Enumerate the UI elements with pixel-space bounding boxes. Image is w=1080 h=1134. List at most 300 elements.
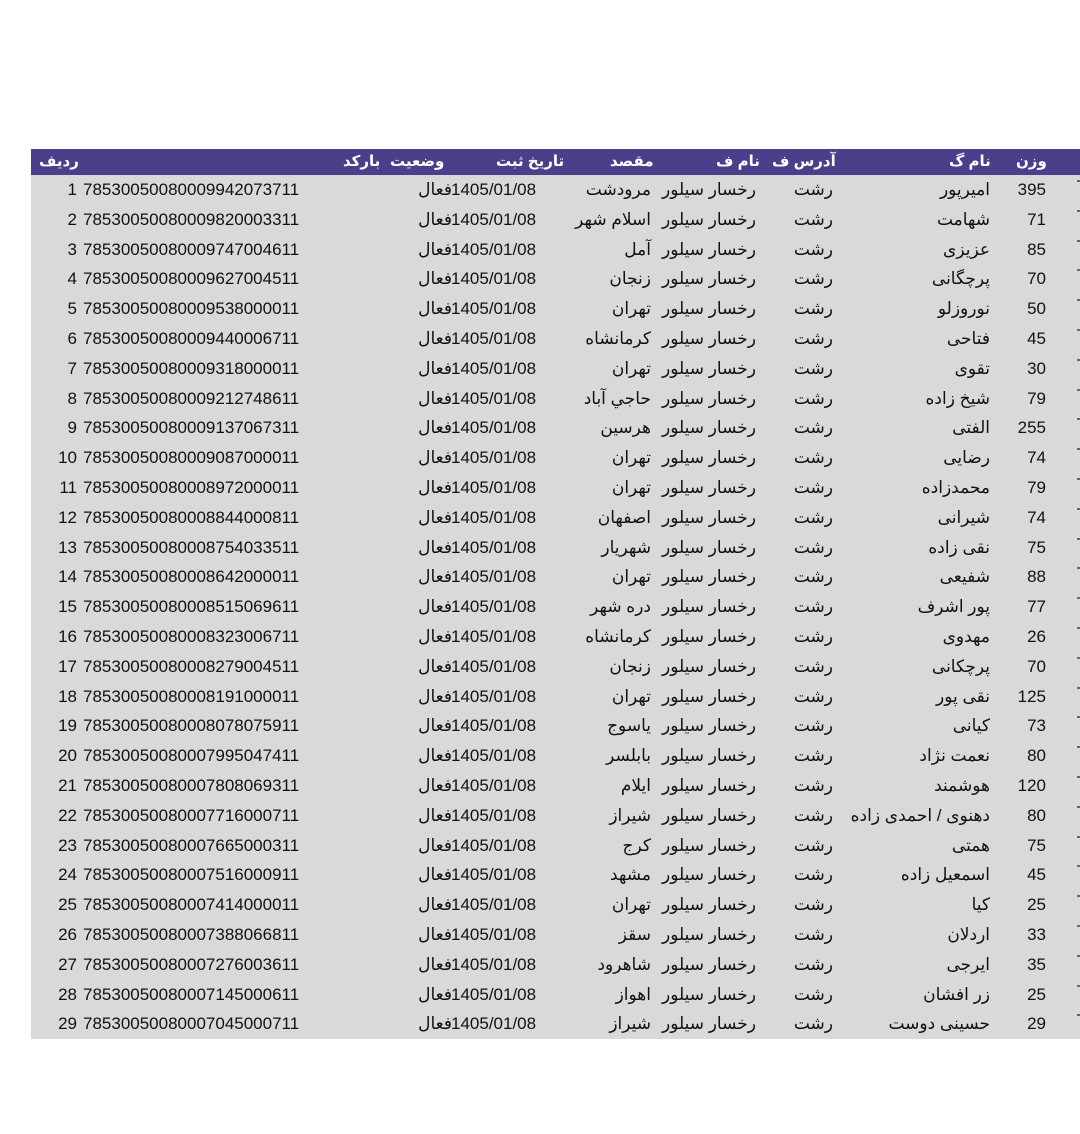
barcode-cell: 78530050080007145000611 bbox=[83, 984, 300, 1004]
weight-cell: 70 bbox=[1027, 269, 1046, 289]
sender-address-cell: رشت bbox=[793, 954, 833, 974]
date-cell: 1405/01/08 bbox=[451, 239, 537, 259]
row-index: 1 bbox=[67, 180, 77, 199]
weight-cell: 395 bbox=[1017, 180, 1046, 199]
table-row[interactable] bbox=[31, 801, 1080, 831]
sender-name-cell: رخسار سیلور bbox=[662, 269, 756, 289]
sender-address-cell: رشت bbox=[793, 328, 833, 348]
destination-cell: آمل bbox=[624, 239, 651, 259]
recipient-name-cell: دهنوی / احمدی زاده bbox=[850, 805, 990, 825]
header-sender-address[interactable]: آدرس ف bbox=[772, 153, 836, 170]
sender-name-cell: رخسار سیلور bbox=[662, 209, 756, 229]
sender-name-cell: رخسار سیلور bbox=[662, 626, 756, 646]
table-row[interactable] bbox=[31, 980, 1080, 1010]
sender-address-cell: رشت bbox=[793, 388, 833, 408]
sender-address-cell: رشت bbox=[793, 1014, 833, 1034]
destination-cell: سقز bbox=[618, 924, 651, 944]
status-cell: فعال bbox=[418, 269, 452, 289]
recipient-name-cell: زر افشان bbox=[923, 984, 990, 1004]
row-index: 20 bbox=[58, 746, 77, 766]
weight-cell: 73 bbox=[1027, 716, 1046, 736]
row-index: 3 bbox=[67, 239, 77, 259]
recipient-name-cell: شیرانی bbox=[937, 507, 990, 527]
weight-cell: 120 bbox=[1017, 775, 1046, 795]
row-index: 28 bbox=[58, 984, 77, 1004]
date-cell: 1405/01/08 bbox=[451, 895, 537, 915]
sender-name-cell: رخسار سیلور bbox=[662, 448, 756, 468]
weight-cell: 79 bbox=[1027, 388, 1046, 408]
destination-cell: ایلام bbox=[620, 775, 651, 795]
weight-cell: 25 bbox=[1027, 895, 1046, 915]
sender-address-cell: رشت bbox=[793, 656, 833, 676]
sender-address-cell: رشت bbox=[793, 597, 833, 617]
barcode-cell: 78530050080009942073711 bbox=[83, 180, 300, 199]
row-index: 17 bbox=[58, 656, 77, 676]
sender-name-cell: رخسار سیلور bbox=[662, 597, 756, 617]
destination-cell: مشهد bbox=[609, 865, 651, 885]
date-cell: 1405/01/08 bbox=[451, 865, 537, 885]
table-row[interactable] bbox=[31, 652, 1080, 682]
recipient-name-cell: پرچکانی bbox=[931, 656, 990, 676]
row-index: 8 bbox=[67, 388, 77, 408]
table-row[interactable] bbox=[31, 384, 1080, 414]
barcode-cell: 78530050080007388066811 bbox=[83, 924, 300, 944]
sender-address-cell: رشت bbox=[793, 180, 833, 199]
recipient-name-cell: شیخ زاده bbox=[925, 388, 990, 408]
barcode-cell: 78530050080009538000011 bbox=[83, 299, 300, 319]
destination-cell: تهران bbox=[611, 895, 651, 915]
row-index: 23 bbox=[58, 835, 77, 855]
destination-cell: تهران bbox=[611, 567, 651, 587]
barcode-cell: 78530050080007665000311 bbox=[83, 835, 300, 855]
date-cell: 1405/01/08 bbox=[451, 209, 537, 229]
sender-name-cell: رخسار سیلور bbox=[662, 358, 756, 378]
barcode-cell: 78530050080008972000011 bbox=[83, 477, 300, 497]
barcode-cell: 78530050080007276003611 bbox=[83, 954, 300, 974]
barcode-cell: 78530050080008515069611 bbox=[83, 597, 300, 617]
date-cell: 1405/01/08 bbox=[451, 507, 537, 527]
sender-name-cell: رخسار سیلور bbox=[662, 835, 756, 855]
row-index: 13 bbox=[58, 537, 77, 557]
recipient-name-cell: کیا bbox=[971, 895, 990, 915]
date-cell: 1405/01/08 bbox=[451, 180, 537, 199]
recipient-name-cell: پرچگانی bbox=[931, 269, 990, 289]
sender-address-cell: رشت bbox=[793, 299, 833, 319]
barcode-cell: 78530050080008279004511 bbox=[83, 656, 300, 676]
header-status[interactable]: وضعیت bbox=[390, 153, 445, 170]
table-row[interactable] bbox=[31, 294, 1080, 324]
barcode-cell: 78530050080007808069311 bbox=[83, 775, 300, 795]
status-cell: فعال bbox=[418, 180, 452, 199]
destination-cell: اسلام شهر bbox=[575, 209, 651, 229]
barcode-cell: 78530050080009137067311 bbox=[83, 418, 300, 438]
sender-address-cell: رشت bbox=[793, 984, 833, 1004]
sender-name-cell: رخسار سیلور bbox=[662, 954, 756, 974]
destination-cell: تهران bbox=[611, 448, 651, 468]
date-cell: 1405/01/08 bbox=[451, 746, 537, 766]
date-cell: 1405/01/08 bbox=[451, 269, 537, 289]
weight-cell: 125 bbox=[1017, 686, 1046, 706]
barcode-cell: 78530050080009212748611 bbox=[83, 388, 300, 408]
sender-address-cell: رشت bbox=[793, 835, 833, 855]
destination-cell: شیراز bbox=[609, 1014, 651, 1034]
weight-cell: 79 bbox=[1027, 477, 1046, 497]
sender-name-cell: رخسار سیلور bbox=[662, 418, 756, 438]
sender-name-cell: رخسار سیلور bbox=[662, 388, 756, 408]
destination-cell: کرمانشاه bbox=[585, 328, 651, 348]
weight-cell: 25 bbox=[1027, 984, 1046, 1004]
row-index: 25 bbox=[58, 895, 77, 915]
row-index: 22 bbox=[58, 805, 77, 825]
parcel-table bbox=[31, 149, 1080, 1039]
barcode-cell: 78530050080007045000711 bbox=[83, 1014, 300, 1034]
weight-cell: 35 bbox=[1027, 954, 1046, 974]
sender-name-cell: رخسار سیلور bbox=[662, 567, 756, 587]
table-row[interactable] bbox=[31, 562, 1080, 592]
row-index: 5 bbox=[67, 299, 77, 319]
date-cell: 1405/01/08 bbox=[451, 567, 537, 587]
sender-name-cell: رخسار سیلور bbox=[662, 1014, 756, 1034]
destination-cell: حاجي آباد bbox=[583, 388, 651, 408]
recipient-name-cell: ایرجی bbox=[946, 954, 990, 974]
table-row[interactable] bbox=[31, 354, 1080, 384]
destination-cell: تهران bbox=[611, 358, 651, 378]
row-index: 2 bbox=[67, 209, 77, 229]
weight-cell: 88 bbox=[1027, 567, 1046, 587]
weight-cell: 77 bbox=[1027, 597, 1046, 617]
barcode-cell: 78530050080009820003311 bbox=[83, 209, 300, 229]
date-cell: 1405/01/08 bbox=[451, 477, 537, 497]
destination-cell: تهران bbox=[611, 299, 651, 319]
sender-address-cell: رشت bbox=[793, 269, 833, 289]
recipient-name-cell: نوروزلو bbox=[937, 299, 990, 319]
table-row[interactable] bbox=[31, 920, 1080, 950]
destination-cell: اهواز bbox=[615, 984, 651, 1004]
barcode-cell: 78530050080007995047411 bbox=[83, 746, 300, 766]
weight-cell: 75 bbox=[1027, 835, 1046, 855]
table-row[interactable] bbox=[31, 413, 1080, 443]
weight-cell: 80 bbox=[1027, 746, 1046, 766]
recipient-name-cell: شفیعی bbox=[939, 567, 990, 587]
status-cell: فعال bbox=[418, 448, 452, 468]
recipient-name-cell: نقی پور bbox=[936, 686, 990, 706]
recipient-name-cell: رضایی bbox=[943, 448, 990, 468]
recipient-name-cell: اردلان bbox=[947, 924, 990, 944]
recipient-name-cell: تقوی bbox=[954, 358, 990, 378]
status-cell: فعال bbox=[418, 716, 452, 736]
weight-cell: 45 bbox=[1027, 865, 1046, 885]
sender-address-cell: رشت bbox=[793, 716, 833, 736]
header-radif[interactable]: ردیف bbox=[39, 153, 79, 170]
recipient-name-cell: هوشمند bbox=[934, 775, 990, 795]
recipient-name-cell: شهامت bbox=[936, 209, 990, 229]
row-index: 27 bbox=[58, 954, 77, 974]
sender-name-cell: رخسار سیلور bbox=[662, 686, 756, 706]
date-cell: 1405/01/08 bbox=[451, 1014, 537, 1034]
weight-cell: 26 bbox=[1027, 626, 1046, 646]
sender-address-cell: رشت bbox=[793, 746, 833, 766]
recipient-name-cell: عزیزی bbox=[943, 239, 990, 259]
barcode-cell: 78530050080008323006711 bbox=[83, 626, 300, 646]
recipient-name-cell: کیانی bbox=[952, 716, 990, 736]
status-cell: فعال bbox=[418, 984, 452, 1004]
row-index: 9 bbox=[67, 418, 77, 438]
row-index: 10 bbox=[58, 448, 77, 468]
recipient-name-cell: همتی bbox=[951, 835, 990, 855]
status-cell: فعال bbox=[418, 686, 452, 706]
header-destination[interactable]: مقصد bbox=[610, 153, 654, 170]
sender-name-cell: رخسار سیلور bbox=[662, 537, 756, 557]
table-row[interactable] bbox=[31, 205, 1080, 235]
table-row[interactable] bbox=[31, 860, 1080, 890]
sender-name-cell: رخسار سیلور bbox=[662, 895, 756, 915]
row-index: 4 bbox=[67, 269, 77, 289]
status-cell: فعال bbox=[418, 567, 452, 587]
sender-name-cell: رخسار سیلور bbox=[662, 924, 756, 944]
status-cell: فعال bbox=[418, 507, 452, 527]
sender-address-cell: رشت bbox=[793, 507, 833, 527]
table-row[interactable] bbox=[31, 622, 1080, 652]
table-row[interactable] bbox=[31, 950, 1080, 980]
barcode-cell: 78530050080008642000011 bbox=[83, 567, 300, 587]
barcode-cell: 78530050080008191000011 bbox=[83, 686, 300, 706]
status-cell: فعال bbox=[418, 597, 452, 617]
table-row[interactable] bbox=[31, 890, 1080, 920]
row-index: 16 bbox=[58, 626, 77, 646]
sender-name-cell: رخسار سیلور bbox=[662, 746, 756, 766]
row-index: 26 bbox=[58, 924, 77, 944]
recipient-name-cell: الفتی bbox=[952, 418, 990, 438]
table-header bbox=[31, 149, 1080, 175]
destination-cell: زنجان bbox=[609, 269, 651, 289]
header-weight[interactable]: وزن bbox=[1016, 153, 1047, 170]
row-index: 19 bbox=[58, 716, 77, 736]
date-cell: 1405/01/08 bbox=[451, 924, 537, 944]
sender-name-cell: رخسار سیلور bbox=[662, 477, 756, 497]
recipient-name-cell: اسمعیل زاده bbox=[900, 865, 990, 885]
barcode-cell: 78530050080007516000911 bbox=[83, 865, 300, 885]
weight-cell: 255 bbox=[1017, 418, 1046, 438]
weight-cell: 74 bbox=[1027, 448, 1046, 468]
sender-name-cell: رخسار سیلور bbox=[662, 716, 756, 736]
row-index: 15 bbox=[58, 597, 77, 617]
sender-name-cell: رخسار سیلور bbox=[662, 507, 756, 527]
barcode-cell: 78530050080009747004611 bbox=[83, 239, 300, 259]
weight-cell: 29 bbox=[1027, 1014, 1046, 1034]
table-row[interactable] bbox=[31, 831, 1080, 861]
sender-name-cell: رخسار سیلور bbox=[662, 656, 756, 676]
table-row[interactable] bbox=[31, 592, 1080, 622]
barcode-cell: 78530050080008754033511 bbox=[83, 537, 300, 557]
header-date[interactable]: تاریخ ثبت bbox=[496, 153, 565, 170]
table-row[interactable] bbox=[31, 1009, 1080, 1039]
destination-cell: هرسین bbox=[600, 418, 651, 438]
weight-cell: 80 bbox=[1027, 805, 1046, 825]
table-row[interactable] bbox=[31, 771, 1080, 801]
status-cell: فعال bbox=[418, 1014, 452, 1034]
date-cell: 1405/01/08 bbox=[451, 418, 537, 438]
date-cell: 1405/01/08 bbox=[451, 328, 537, 348]
destination-cell: شیراز bbox=[609, 805, 651, 825]
date-cell: 1405/01/08 bbox=[451, 716, 537, 736]
row-index: 14 bbox=[58, 567, 77, 587]
table-row[interactable] bbox=[31, 741, 1080, 771]
recipient-name-cell: محمدزاده bbox=[921, 477, 990, 497]
row-index: 18 bbox=[58, 686, 77, 706]
status-cell: فعال bbox=[418, 895, 452, 915]
date-cell: 1405/01/08 bbox=[451, 805, 537, 825]
status-cell: فعال bbox=[418, 775, 452, 795]
sender-address-cell: رشت bbox=[793, 865, 833, 885]
table-row[interactable] bbox=[31, 175, 1080, 205]
table-body bbox=[31, 175, 1080, 1039]
row-index: 24 bbox=[58, 865, 77, 885]
destination-cell: زنجان bbox=[609, 656, 651, 676]
table-row[interactable] bbox=[31, 473, 1080, 503]
date-cell: 1405/01/08 bbox=[451, 358, 537, 378]
table-row[interactable] bbox=[31, 264, 1080, 294]
destination-cell: کرمانشاه bbox=[585, 626, 651, 646]
sender-address-cell: رشت bbox=[793, 239, 833, 259]
sender-address-cell: رشت bbox=[793, 686, 833, 706]
sender-address-cell: رشت bbox=[793, 358, 833, 378]
destination-cell: مرودشت bbox=[585, 180, 651, 199]
sender-address-cell: رشت bbox=[793, 209, 833, 229]
recipient-name-cell: فتاحی bbox=[946, 328, 990, 348]
weight-cell: 71 bbox=[1027, 209, 1046, 229]
status-cell: فعال bbox=[418, 865, 452, 885]
status-cell: فعال bbox=[418, 328, 452, 348]
weight-cell: 45 bbox=[1027, 328, 1046, 348]
date-cell: 1405/01/08 bbox=[451, 835, 537, 855]
weight-cell: 33 bbox=[1027, 924, 1046, 944]
status-cell: فعال bbox=[418, 746, 452, 766]
row-index: 11 bbox=[59, 477, 77, 497]
destination-cell: کرج bbox=[622, 835, 651, 855]
weight-cell: 50 bbox=[1027, 299, 1046, 319]
table-row[interactable] bbox=[31, 235, 1080, 265]
destination-cell: یاسوج bbox=[607, 716, 651, 736]
status-cell: فعال bbox=[418, 805, 452, 825]
status-cell: فعال bbox=[418, 239, 452, 259]
status-cell: فعال bbox=[418, 418, 452, 438]
status-cell: فعال bbox=[418, 835, 452, 855]
status-cell: فعال bbox=[418, 924, 452, 944]
row-index: 21 bbox=[58, 775, 77, 795]
date-cell: 1405/01/08 bbox=[451, 954, 537, 974]
date-cell: 1405/01/08 bbox=[451, 448, 537, 468]
status-cell: فعال bbox=[418, 626, 452, 646]
table-row[interactable] bbox=[31, 503, 1080, 533]
table-row[interactable] bbox=[31, 682, 1080, 712]
sender-address-cell: رشت bbox=[793, 775, 833, 795]
row-index: 12 bbox=[58, 507, 77, 527]
sender-name-cell: رخسار سیلور bbox=[662, 328, 756, 348]
status-cell: فعال bbox=[418, 209, 452, 229]
date-cell: 1405/01/08 bbox=[451, 775, 537, 795]
sender-address-cell: رشت bbox=[793, 537, 833, 557]
sender-address-cell: رشت bbox=[793, 567, 833, 587]
weight-cell: 70 bbox=[1027, 656, 1046, 676]
status-cell: فعال bbox=[418, 954, 452, 974]
status-cell: فعال bbox=[418, 656, 452, 676]
date-cell: 1405/01/08 bbox=[451, 984, 537, 1004]
status-cell: فعال bbox=[418, 477, 452, 497]
barcode-cell: 78530050080009627004511 bbox=[83, 269, 300, 289]
barcode-cell: 78530050080009318000011 bbox=[83, 358, 300, 378]
date-cell: 1405/01/08 bbox=[451, 656, 537, 676]
barcode-cell: 78530050080008844000811 bbox=[83, 507, 300, 527]
weight-cell: 30 bbox=[1027, 358, 1046, 378]
sender-name-cell: رخسار سیلور bbox=[662, 299, 756, 319]
recipient-name-cell: مهدوی bbox=[942, 626, 990, 646]
sender-name-cell: رخسار سیلور bbox=[662, 180, 756, 199]
destination-cell: تهران bbox=[611, 477, 651, 497]
table-row[interactable] bbox=[31, 324, 1080, 354]
status-cell: فعال bbox=[418, 388, 452, 408]
barcode-cell: 78530050080009087000011 bbox=[83, 448, 300, 468]
destination-cell: دره شهر bbox=[590, 597, 651, 617]
date-cell: 1405/01/08 bbox=[451, 597, 537, 617]
sender-address-cell: رشت bbox=[793, 448, 833, 468]
table-row[interactable] bbox=[31, 443, 1080, 473]
date-cell: 1405/01/08 bbox=[451, 686, 537, 706]
sender-address-cell: رشت bbox=[793, 924, 833, 944]
recipient-name-cell: نقی زاده bbox=[928, 537, 990, 557]
destination-cell: شاهرود bbox=[597, 954, 651, 974]
status-cell: فعال bbox=[418, 299, 452, 319]
weight-cell: 85 bbox=[1027, 239, 1046, 259]
destination-cell: اصفهان bbox=[597, 507, 651, 527]
status-cell: فعال bbox=[418, 537, 452, 557]
date-cell: 1405/01/08 bbox=[451, 299, 537, 319]
header-recipient-name[interactable]: نام گ bbox=[949, 153, 991, 170]
row-index: 29 bbox=[58, 1014, 77, 1034]
destination-cell: تهران bbox=[611, 686, 651, 706]
header-barcode[interactable]: بارکد bbox=[343, 153, 381, 170]
sender-address-cell: رشت bbox=[793, 895, 833, 915]
sender-address-cell: رشت bbox=[793, 418, 833, 438]
date-cell: 1405/01/08 bbox=[451, 626, 537, 646]
date-cell: 1405/01/08 bbox=[451, 388, 537, 408]
sender-address-cell: رشت bbox=[793, 805, 833, 825]
table-row[interactable] bbox=[31, 711, 1080, 741]
sender-name-cell: رخسار سیلور bbox=[662, 865, 756, 885]
sender-name-cell: رخسار سیلور bbox=[662, 984, 756, 1004]
status-cell: فعال bbox=[418, 358, 452, 378]
table-row[interactable] bbox=[31, 533, 1080, 563]
weight-cell: 74 bbox=[1027, 507, 1046, 527]
barcode-cell: 78530050080007716000711 bbox=[83, 805, 300, 825]
sender-name-cell: رخسار سیلور bbox=[662, 239, 756, 259]
destination-cell: شهریار bbox=[601, 537, 651, 557]
barcode-cell: 78530050080009440006711 bbox=[83, 328, 300, 348]
date-cell: 1405/01/08 bbox=[451, 537, 537, 557]
recipient-name-cell: حسینی دوست bbox=[888, 1014, 990, 1034]
barcode-cell: 78530050080008078075911 bbox=[83, 716, 300, 736]
recipient-name-cell: امیرپور bbox=[939, 180, 990, 199]
recipient-name-cell: نعمت نژاد bbox=[919, 746, 990, 766]
barcode-cell: 78530050080007414000011 bbox=[83, 895, 300, 915]
destination-cell: بابلسر bbox=[606, 746, 651, 766]
sender-name-cell: رخسار سیلور bbox=[662, 805, 756, 825]
header-sender-name[interactable]: نام ف bbox=[716, 153, 760, 170]
sender-address-cell: رشت bbox=[793, 626, 833, 646]
row-index: 6 bbox=[67, 328, 77, 348]
sender-address-cell: رشت bbox=[793, 477, 833, 497]
recipient-name-cell: پور اشرف bbox=[917, 597, 990, 617]
sender-name-cell: رخسار سیلور bbox=[662, 775, 756, 795]
